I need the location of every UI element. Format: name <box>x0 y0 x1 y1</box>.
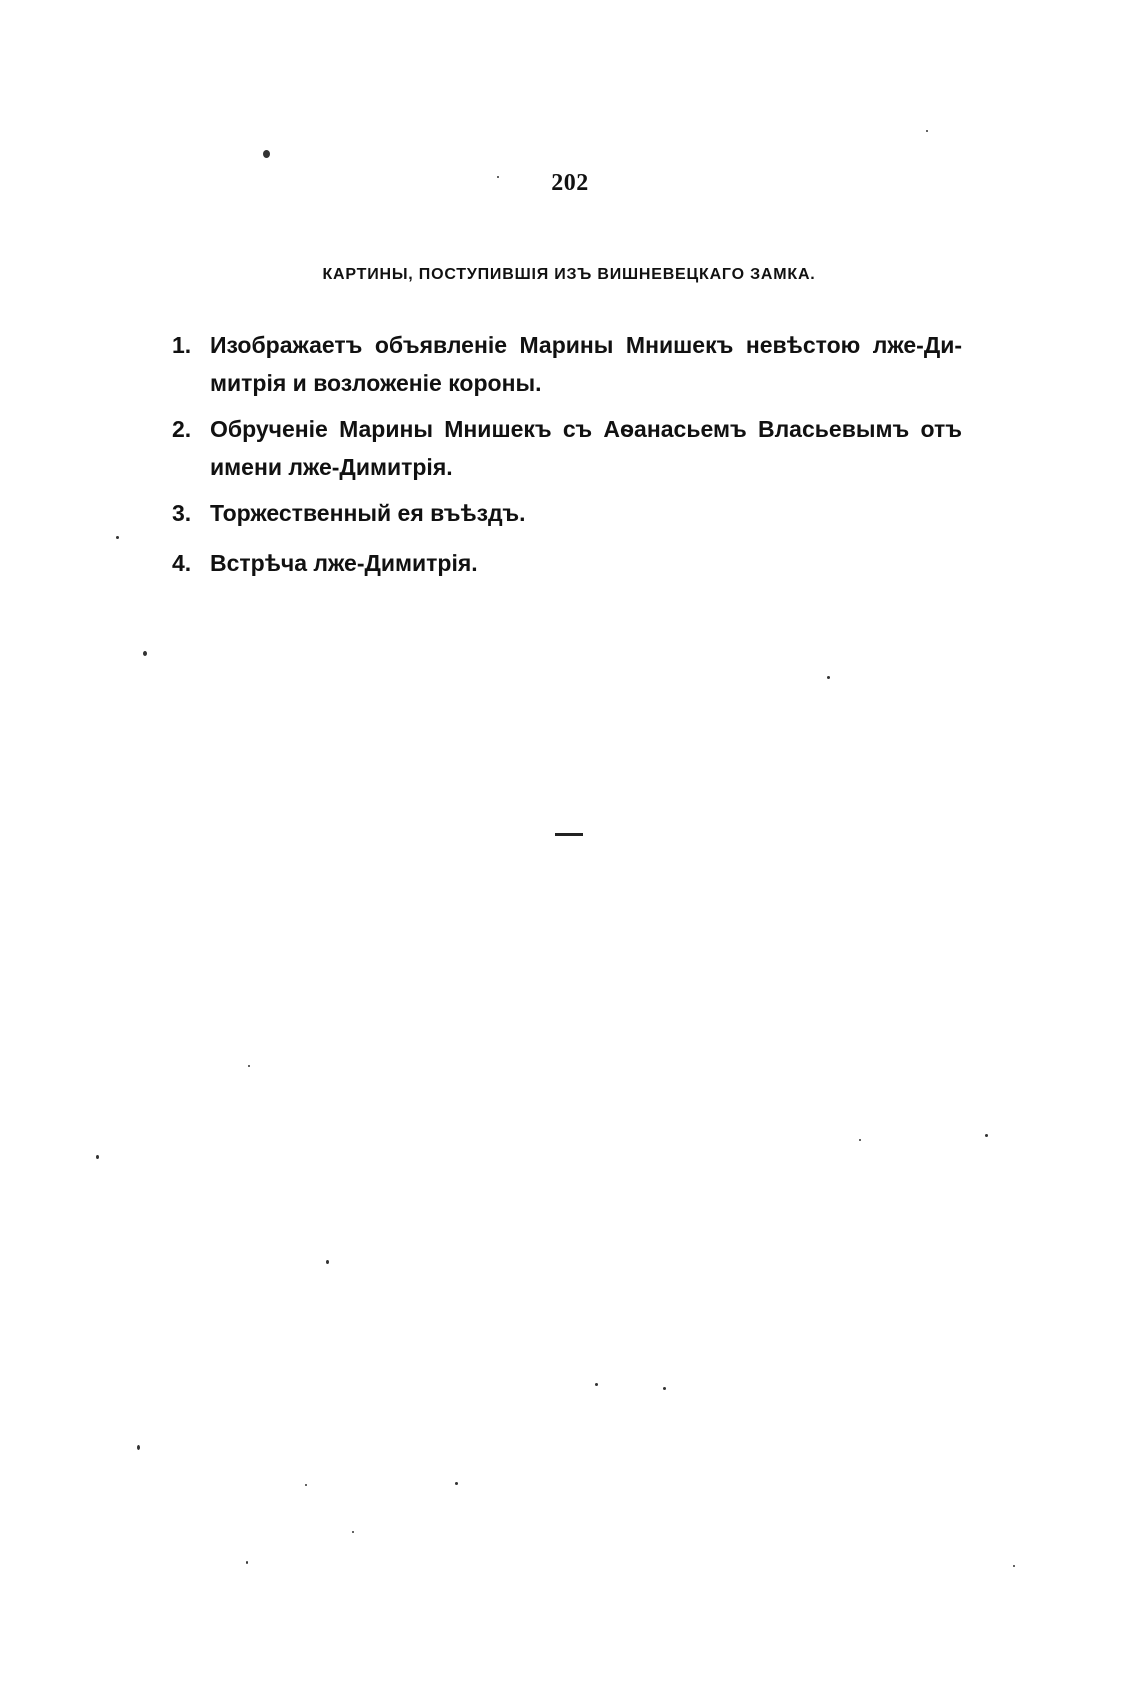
scan-speck <box>663 1387 666 1390</box>
list-item-line: Встрѣча лже-Димитрія. <box>210 550 478 576</box>
list-item-line: Торжественный ея въѣздъ. <box>210 500 526 526</box>
list-item-text <box>210 410 962 486</box>
scan-speck <box>263 150 270 158</box>
list-item <box>172 326 962 402</box>
list-item-number: 3. <box>172 500 192 526</box>
scan-speck <box>926 130 928 132</box>
scan-speck <box>248 1065 250 1067</box>
scan-speck <box>497 176 499 178</box>
scan-speck <box>137 1445 140 1450</box>
list-item-line: митрія и возложеніе короны. <box>210 370 542 396</box>
scan-speck <box>455 1482 458 1485</box>
end-dash <box>555 833 583 836</box>
scan-speck <box>96 1155 99 1159</box>
list-item-text <box>210 326 962 402</box>
list-item-line: Обрученіе Марины Мнишекъ съ Аѳанасьемъ Власьевымъ отъ <box>210 416 962 442</box>
scan-speck <box>305 1484 307 1486</box>
scan-speck <box>1013 1565 1015 1567</box>
scan-speck <box>246 1561 248 1564</box>
scan-speck <box>326 1260 329 1264</box>
list-item-number: 1. <box>172 332 192 358</box>
scan-speck <box>116 536 119 539</box>
scan-speck <box>859 1139 861 1141</box>
scan-speck <box>595 1383 598 1386</box>
scan-speck <box>352 1531 354 1533</box>
list-item-number: 2. <box>172 416 192 442</box>
scan-speck <box>143 651 147 656</box>
list-item-line: имени лже-Димитрія. <box>210 454 453 480</box>
scan-speck <box>985 1134 988 1137</box>
page-number: 202 <box>551 170 589 196</box>
scan-speck <box>827 676 830 679</box>
list-item-line: Изображаетъ объявленіе Марины Мнишекъ невѣстою лже-Ди- <box>210 332 962 358</box>
list-item <box>172 494 962 532</box>
list-item-text <box>210 544 962 582</box>
section-title: КАРТИНЫ, ПОСТУПИВШІЯ ИЗЪ ВИШНЕВЕЦКАГО ЗАМКА. <box>322 266 816 283</box>
list-item <box>172 410 962 486</box>
list-item <box>172 544 962 582</box>
list-item-number: 4. <box>172 550 192 576</box>
list-item-text <box>210 494 962 532</box>
